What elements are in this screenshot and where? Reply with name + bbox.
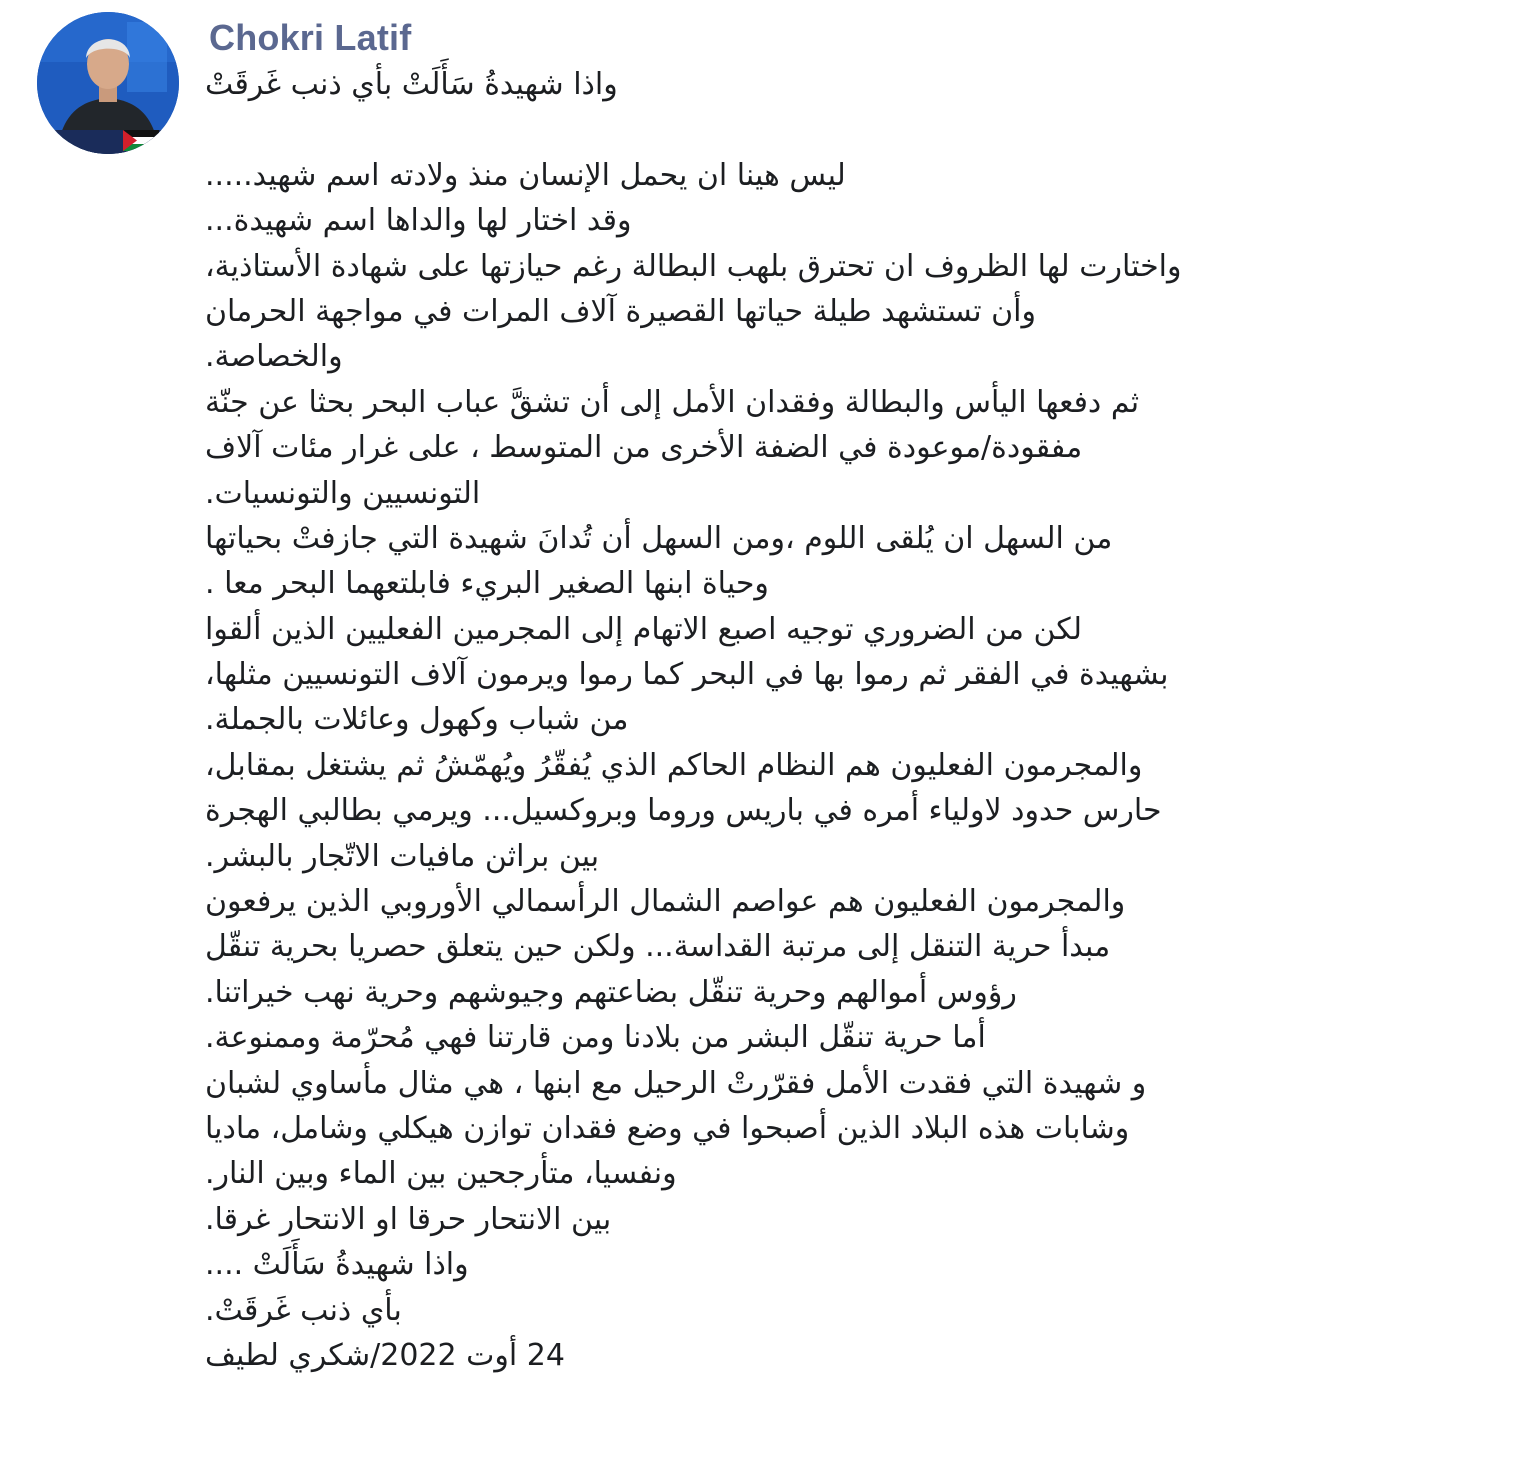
user-avatar-photo-icon <box>37 12 179 154</box>
author-avatar[interactable] <box>37 12 179 154</box>
post-line: و شهيدة التي فقدت الأمل فقرّرتْ الرحيل مع ابنها ، هي مثال مأساوي لشبان <box>205 1065 1147 1101</box>
post-line: واذا شهيدةُ سَأَلَتْ .... <box>205 1247 469 1283</box>
post-line: وحياة ابنها الصغير البريء فابلتعهما البحر معا . <box>205 566 769 602</box>
post-line: من شباب وكهول وعائلات بالجملة. <box>205 702 629 738</box>
post-line: مفقودة/موعودة في الضفة الأخرى من المتوسط ، على غرار مئات آلاف <box>205 430 1083 466</box>
post-line: والمجرمون الفعليون هم عواصم الشمال الرأسمالي الأوروبي الذين يرفعون <box>205 884 1126 920</box>
post-line: أما حرية تنقّل البشر من بلادنا ومن قارتنا فهي مُحرّمة وممنوعة. <box>205 1020 986 1056</box>
post-text <box>205 62 1365 1378</box>
post-line: والمجرمون الفعليون هم النظام الحاكم الذي يُفقّرُ ويُهمّشُ ثم يشتغل بمقابل، <box>205 747 1143 783</box>
post-line: حارس حدود لاولياء أمره في باريس وروما وبروكسيل... ويرمي بطالبي الهجرة <box>205 793 1162 829</box>
post-line: ونفسيا، متأرجحين بين الماء وبين النار. <box>205 1156 677 1192</box>
post-line: ثم دفعها اليأس والبطالة وفقدان الأمل إلى أن تشقَّ عباب البحر بحثا عن جنّة <box>205 384 1140 420</box>
post-line: لكن من الضروري توجيه اصبع الاتهام إلى المجرمين الفعليين الذين ألقوا <box>205 611 1083 647</box>
post-line: ليس هينا ان يحمل الإنسان منذ ولادته اسم شهيد..... <box>205 157 846 193</box>
post-line: رؤوس أموالهم وحرية تنقّل بضاعتهم وجيوشهم وحرية نهب خيراتنا. <box>205 974 1017 1010</box>
post-line: واختارت لها الظروف ان تحترق بلهب البطالة رغم حيازتها على شهادة الأستاذية، <box>205 248 1182 284</box>
author-name[interactable]: Chokri Latif <box>209 17 412 58</box>
post-line: وشابات هذه البلاد الذين أصبحوا في وضع فقدان توازن هيكلي وشامل، ماديا <box>205 1110 1130 1146</box>
post-line-blank <box>205 107 1365 152</box>
post-line: وأن تستشهد طيلة حياتها القصيرة آلاف المرات في مواجهة الحرمان <box>205 293 1037 329</box>
post-line: من السهل ان يُلقى اللوم ،ومن السهل أن تُدانَ شهيدة التي جازفتْ بحياتها <box>205 520 1113 556</box>
post-signature: 24 أوت 2022/شكري لطيف <box>205 1337 565 1373</box>
post-line: والخصاصة. <box>205 339 343 375</box>
post-line: التونسيين والتونسيات. <box>205 475 481 511</box>
post-line: واذا شهيدةُ سَأَلَتْ بأي ذنب غَرقَتْ <box>205 67 618 102</box>
post-line: وقد اختار لها والداها اسم شهيدة... <box>205 203 632 239</box>
post-line: بأي ذنب غَرقَتْ. <box>205 1292 402 1328</box>
post-line: بين الانتحار حرقا او الانتحار غرقا. <box>205 1201 612 1237</box>
post-line: مبدأ حرية التنقل إلى مرتبة القداسة... ولكن حين يتعلق حصريا بحرية تنقّل <box>205 929 1111 965</box>
post-line: بين براثن مافيات الاتّجار بالبشر. <box>205 838 600 874</box>
post-line: بشهيدة في الفقر ثم رموا بها في البحر كما رموا ويرمون آلاف التونسيين مثلها، <box>205 657 1169 693</box>
